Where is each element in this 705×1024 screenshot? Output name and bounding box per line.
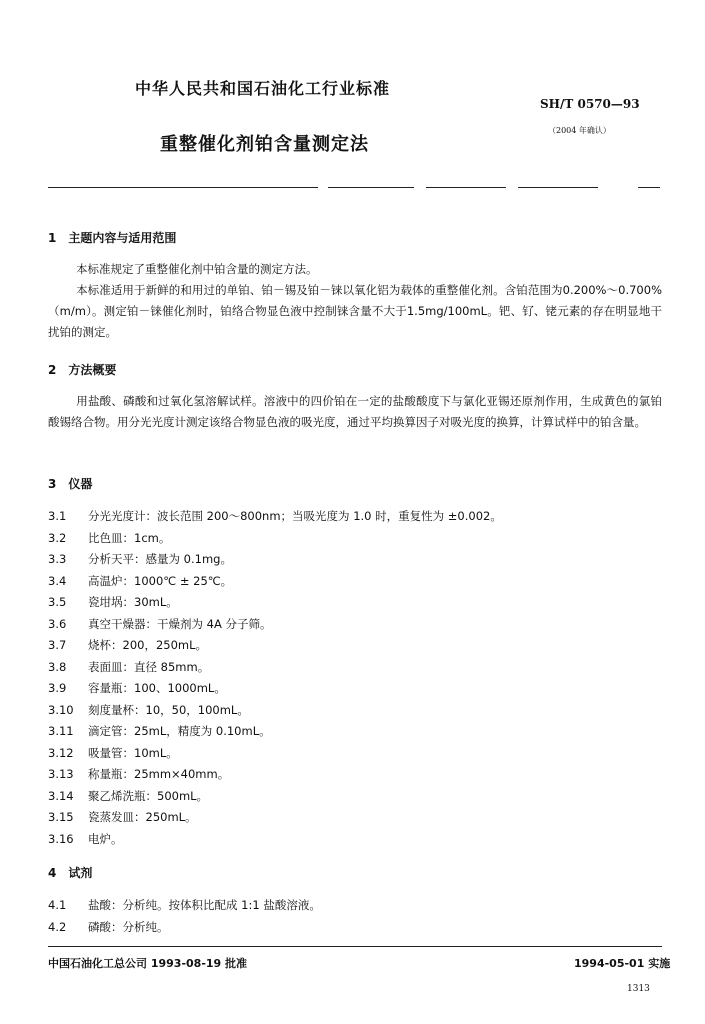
item-number: 4.1 <box>48 898 67 912</box>
item-number: 3.9 <box>48 681 67 695</box>
list-item <box>48 919 169 935</box>
section-2-heading: 2 方法概要 <box>48 363 117 377</box>
divider-gap <box>598 184 638 192</box>
item-text: 容量瓶：100、1000mL。 <box>88 681 226 695</box>
list-item <box>48 508 502 524</box>
list-item <box>48 809 197 825</box>
approval-info: 中国石油化工总公司 1993-08-19 批准 <box>48 957 248 970</box>
list-item <box>48 766 229 782</box>
list-item <box>48 637 207 653</box>
item-text: 分光光度计：波长范围 200～800nm；当吸光度为 1.0 时，重复性为 ±0.002。 <box>88 509 502 523</box>
footer-divider <box>48 946 662 947</box>
section-3-heading: 3 仪器 <box>48 477 93 491</box>
item-text: 称量瓶：25mm×40mm。 <box>88 767 230 781</box>
item-number: 3.2 <box>48 531 67 545</box>
item-text: 高温炉：1000℃ ± 25℃。 <box>88 574 233 588</box>
list-item <box>48 573 232 589</box>
section-1-paragraph-2 <box>48 280 662 343</box>
item-text: 滴定管：25mL，精度为 0.10mL。 <box>88 724 271 738</box>
item-number: 3.10 <box>48 703 74 717</box>
list-item <box>48 831 123 847</box>
divider-gap <box>414 184 426 192</box>
item-number: 3.13 <box>48 767 74 781</box>
item-number: 3.8 <box>48 660 67 674</box>
section-1-heading: 1 主题内容与适用范围 <box>48 231 177 245</box>
list-item <box>48 788 208 804</box>
paragraph-text: 本标准适用于新鲜的和用过的单铂、铂－锡及铂－铼以氧化铝为载体的重整催化剂。含铂范围为0.200%～0.700%（m/m）。测定铂－铼催化剂时，铂络合物显色液中控制铼含量不大于1.5mg/100mL。钯、钌、铑元素的存在明显地干扰铂的测定。 <box>48 283 662 339</box>
item-number: 4.2 <box>48 920 67 934</box>
item-number: 3.5 <box>48 595 67 609</box>
item-text: 电炉。 <box>88 832 123 846</box>
item-number: 3.14 <box>48 789 74 803</box>
item-number: 3.1 <box>48 509 67 523</box>
list-item <box>48 723 271 739</box>
item-text: 磷酸：分析纯。 <box>88 920 169 934</box>
paragraph-text: 本标准规定了重整催化剂中铂含量的测定方法。 <box>76 262 318 276</box>
item-text: 瓷蒸发皿：250mL。 <box>88 810 197 824</box>
item-text: 吸量管：10mL。 <box>88 746 178 760</box>
item-number: 3.12 <box>48 746 74 760</box>
list-item <box>48 616 272 632</box>
item-text: 烧杯：200，250mL。 <box>88 638 208 652</box>
header-divider <box>48 187 660 188</box>
standard-number: SH/T 0570—93 <box>540 97 640 111</box>
list-item <box>48 702 249 718</box>
item-text: 真空干燥器：干燥剂为 4A 分子筛。 <box>88 617 272 631</box>
section-2-paragraph-1 <box>48 391 662 433</box>
item-number: 3.16 <box>48 832 74 846</box>
item-text: 盐酸：分析纯。按体积比配成 1:1 盐酸溶液。 <box>88 898 321 912</box>
effective-date: 1994-05-01 实施 <box>574 957 671 970</box>
item-text: 瓷坩埚：30mL。 <box>88 595 178 609</box>
section-1-paragraph-1 <box>48 259 662 280</box>
item-number: 3.4 <box>48 574 67 588</box>
item-number: 3.7 <box>48 638 67 652</box>
paragraph-text: 用盐酸、磷酸和过氧化氢溶解试样。溶液中的四价铂在一定的盐酸酸度下与氯化亚锡还原剂作用，生成黄色的氯铂酸锡络合物。用分光光度计测定该络合物显色液的吸光度，通过平均换算因子对吸光度的换算，计算试样中的铂含量。 <box>48 394 662 429</box>
page-number: 1313 <box>627 984 650 994</box>
divider-gap <box>506 184 518 192</box>
section-4-heading: 4 试剂 <box>48 866 93 880</box>
item-number: 3.15 <box>48 810 74 824</box>
list-item <box>48 897 321 913</box>
industry-standard-title: 中华人民共和国石油化工行业标准 <box>135 79 391 98</box>
item-text: 聚乙烯洗瓶：500mL。 <box>88 789 209 803</box>
list-item <box>48 530 170 546</box>
item-number: 3.3 <box>48 552 67 566</box>
item-text: 刻度量杯：10，50，100mL。 <box>88 703 249 717</box>
item-text: 表面皿：直径 85mm。 <box>88 660 210 674</box>
confirmation-note: （2004 年确认） <box>548 126 611 135</box>
list-item <box>48 680 226 696</box>
item-text: 比色皿：1cm。 <box>88 531 171 545</box>
list-item <box>48 551 232 567</box>
divider-gap <box>318 184 328 192</box>
list-item <box>48 594 178 610</box>
item-text: 分析天平：感量为 0.1mg。 <box>88 552 232 566</box>
item-number: 3.11 <box>48 724 74 738</box>
list-item <box>48 745 178 761</box>
list-item <box>48 659 209 675</box>
document-title: 重整催化剂铂含量测定法 <box>160 134 369 155</box>
item-number: 3.6 <box>48 617 67 631</box>
